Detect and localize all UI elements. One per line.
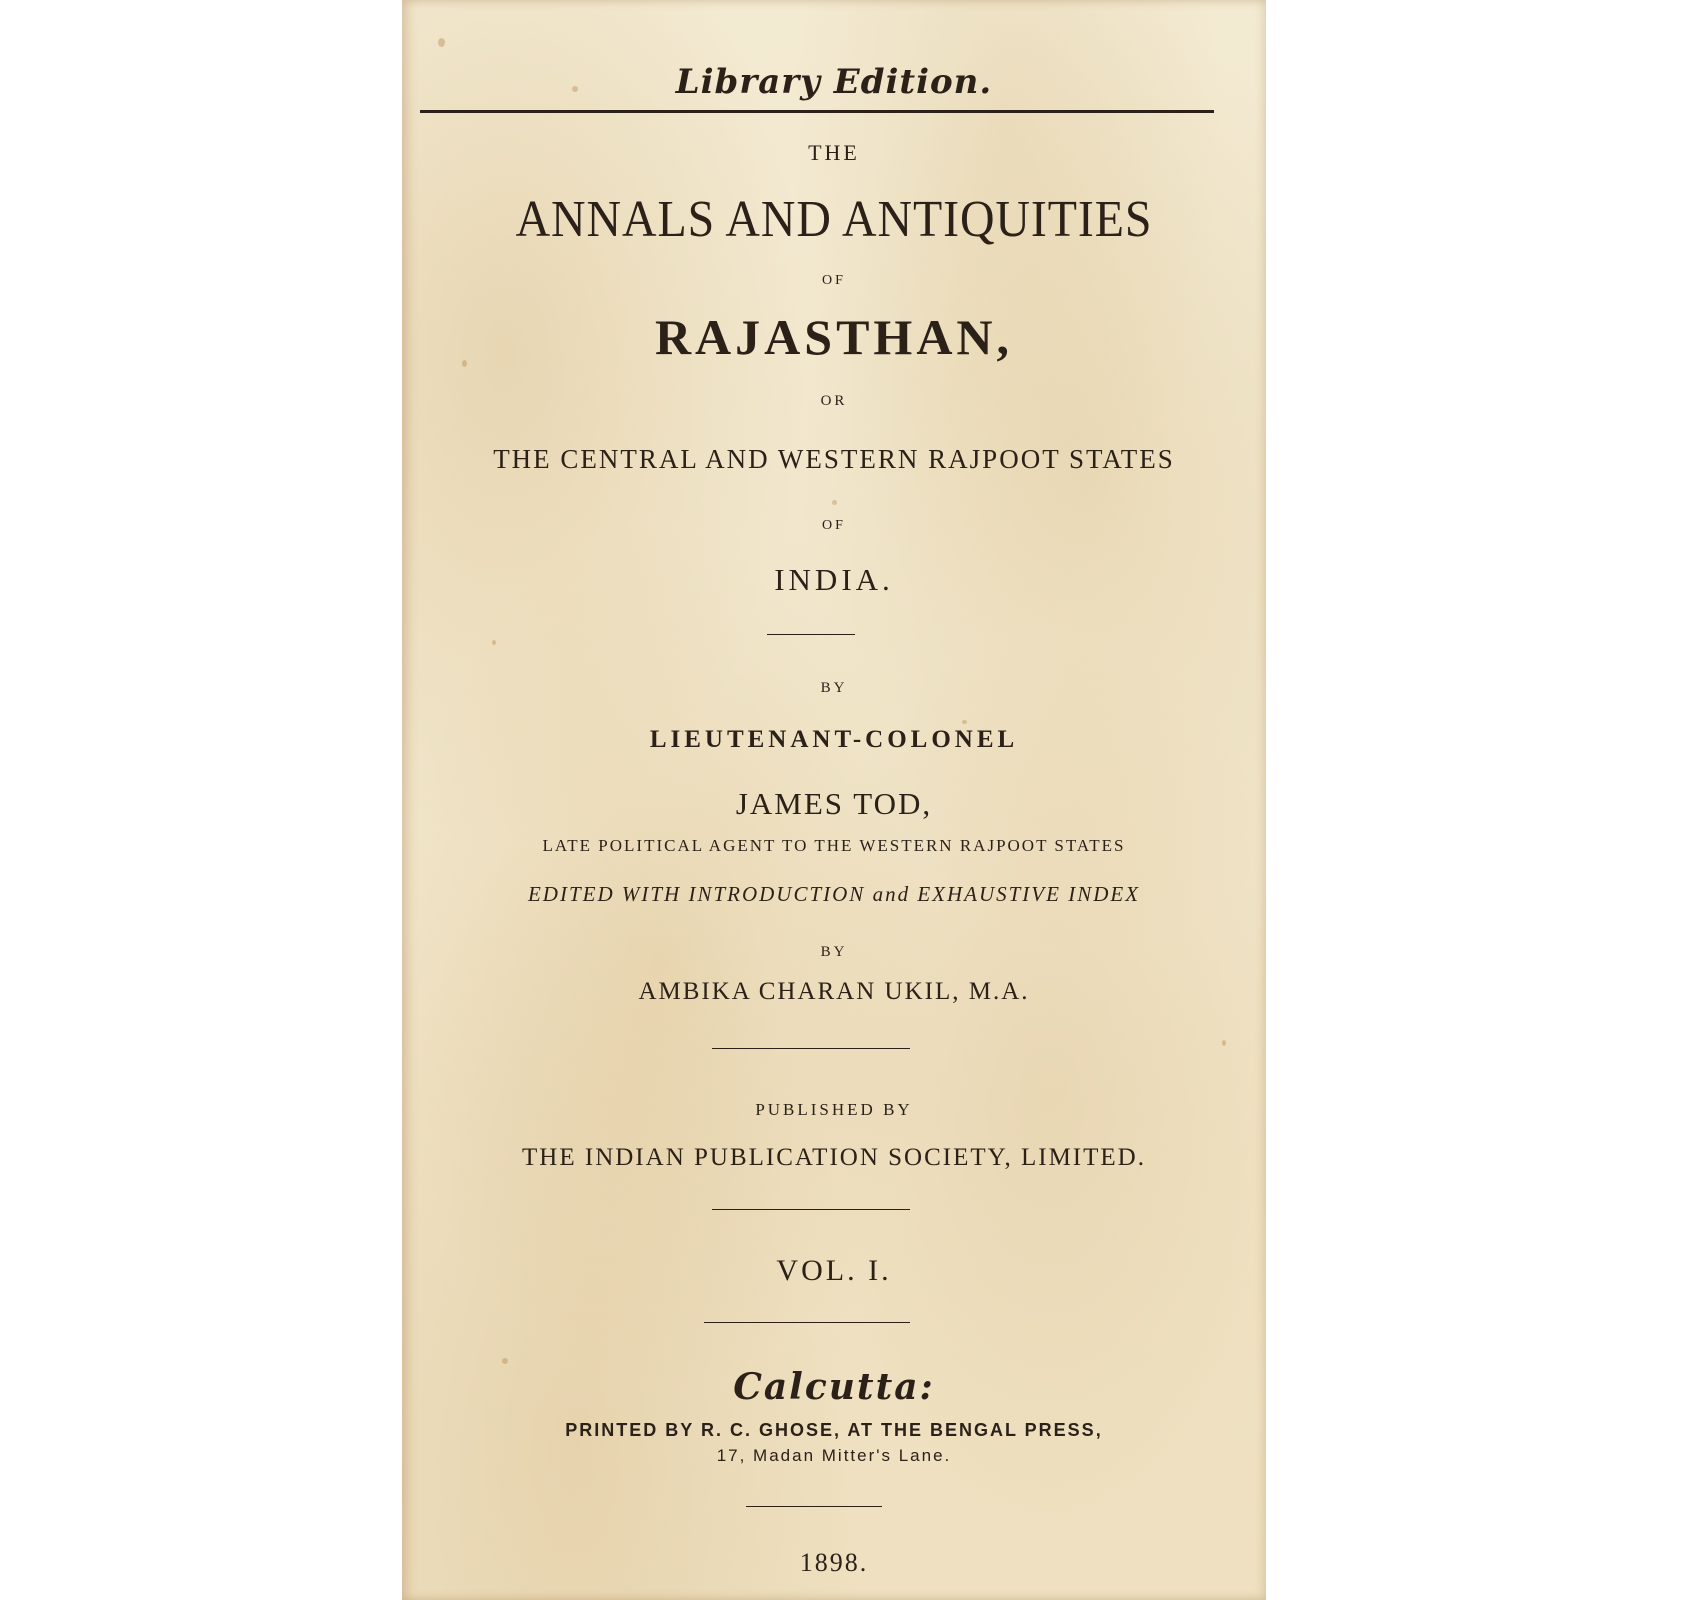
country: INDIA. [774, 562, 894, 597]
edition-label: Library Edition. [675, 62, 993, 102]
by-word-2: BY [820, 944, 848, 960]
foxing-spot [438, 38, 445, 47]
or-word: OR [820, 393, 848, 409]
title-article: THE [808, 140, 860, 165]
volume: VOL. I. [776, 1254, 892, 1287]
header-rule [420, 110, 1214, 113]
title-region: RAJASTHAN, [654, 309, 1014, 365]
divider-rule [712, 1209, 910, 1210]
foxing-spot [1222, 1040, 1226, 1046]
divider-rule [767, 634, 855, 635]
subtitle: THE CENTRAL AND WESTERN RAJPOOT STATES [493, 444, 1175, 474]
of-word-1: OF [822, 273, 846, 288]
title-main: ANNALS AND ANTIQUITIES [515, 191, 1153, 248]
foxing-spot [832, 500, 837, 505]
edited-note: EDITED WITH INTRODUCTION and EXHAUSTIVE INDEX [527, 882, 1141, 906]
divider-rule [704, 1322, 910, 1323]
divider-rule [746, 1506, 882, 1507]
editor-name: AMBIKA CHARAN UKIL, M.A. [638, 978, 1030, 1005]
printer: PRINTED BY R. C. GHOSE, AT THE BENGAL PRESS, [565, 1420, 1103, 1440]
author-rank: LIEUTENANT-COLONEL [649, 726, 1019, 753]
city: Calcutta: [733, 1366, 935, 1408]
publisher: THE INDIAN PUBLICATION SOCIETY, LIMITED. [522, 1144, 1146, 1171]
foxing-spot [962, 720, 967, 724]
of-word-2: OF [822, 518, 846, 533]
divider-rule [712, 1048, 910, 1049]
published-by: PUBLISHED BY [755, 1100, 913, 1119]
year: 1898. [799, 1548, 869, 1577]
foxing-spot [502, 1358, 508, 1364]
printer-address: 17, Madan Mitter's Lane. [716, 1446, 952, 1465]
author-name: JAMES TOD, [735, 786, 933, 821]
foxing-spot [492, 640, 496, 645]
author-role: LATE POLITICAL AGENT TO THE WESTERN RAJPOOT STATES [542, 836, 1126, 855]
by-word-1: BY [820, 680, 848, 696]
title-page [402, 0, 1266, 1600]
